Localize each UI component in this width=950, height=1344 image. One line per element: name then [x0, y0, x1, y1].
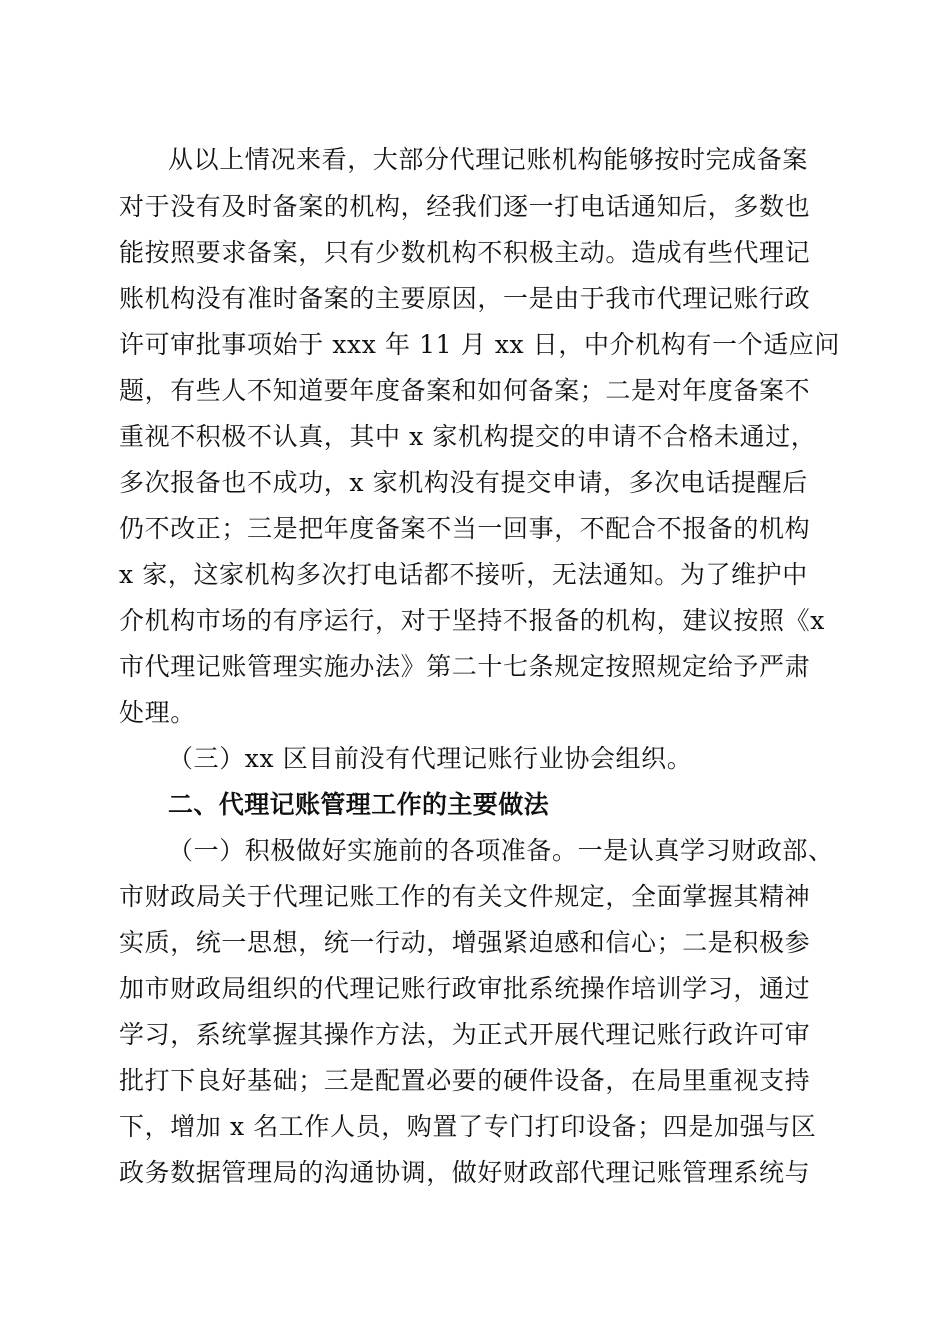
paragraph-1-line-4: 账机构没有准时备案的主要原因，一是由于我市代理记账行政	[119, 284, 811, 313]
paragraph-3-line-5: 学习，系统掌握其操作方法，为正式开展代理记账行政许可审	[119, 1020, 811, 1049]
paragraph-1-line-5: 许可审批事项始于 xxx 年 11 月 xx 日，中介机构有一个适应问	[119, 330, 840, 359]
paragraph-1-line-2: 对于没有及时备案的机构，经我们逐一打电话通知后，多数也	[119, 192, 811, 221]
paragraph-1-line-6: 题，有些人不知道要年度备案和如何备案；二是对年度备案不	[119, 376, 811, 405]
paragraph-3-line-8: 政务数据管理局的沟通协调，做好财政部代理记账管理系统与	[119, 1158, 811, 1187]
paragraph-3-line-6: 批打下良好基础；三是配置必要的硬件设备，在局里重视支持	[119, 1066, 811, 1095]
paragraph-3-line-4: 加市财政局组织的代理记账行政审批系统操作培训学习，通过	[119, 974, 811, 1003]
paragraph-3-line-3: 实质，统一思想，统一行动，增强紧迫感和信心；二是积极参	[119, 928, 811, 957]
section-heading: 二、代理记账管理工作的主要做法	[168, 790, 550, 819]
paragraph-3-line-7: 下，增加 x 名工作人员，购置了专门打印设备；四是加强与区	[119, 1112, 817, 1141]
paragraph-1-line-8: 多次报备也不成功，x 家机构没有提交申请，多次电话提醒后	[119, 468, 808, 497]
paragraph-1-line-12: 市代理记账管理实施办法》第二十七条规定按照规定给予严肃	[119, 652, 811, 681]
paragraph-1-line-3: 能按照要求备案，只有少数机构不积极主动。造成有些代理记	[119, 238, 811, 267]
paragraph-1-line-9: 仍不改正；三是把年度备案不当一回事，不配合不报备的机构	[119, 514, 811, 543]
paragraph-3-line-1: （一）积极做好实施前的各项准备。一是认真学习财政部、	[168, 836, 834, 865]
paragraph-3-line-2: 市财政局关于代理记账工作的有关文件规定，全面掌握其精神	[119, 882, 811, 911]
paragraph-1-line-1: 从以上情况来看，大部分代理记账机构能够按时完成备案	[168, 145, 809, 174]
paragraph-1-line-13: 处理。	[119, 698, 196, 727]
paragraph-1-line-7: 重视不积极不认真，其中 x 家机构提交的申请不合格未通过，	[119, 422, 817, 451]
paragraph-1-line-10: x 家，这家机构多次打电话都不接听，无法通知。为了维护中	[119, 560, 808, 589]
paragraph-2: （三）xx 区目前没有代理记账行业协会组织。	[168, 744, 693, 773]
paragraph-1-line-11: 介机构市场的有序运行，对于坚持不报备的机构，建议按照《x	[119, 606, 825, 635]
